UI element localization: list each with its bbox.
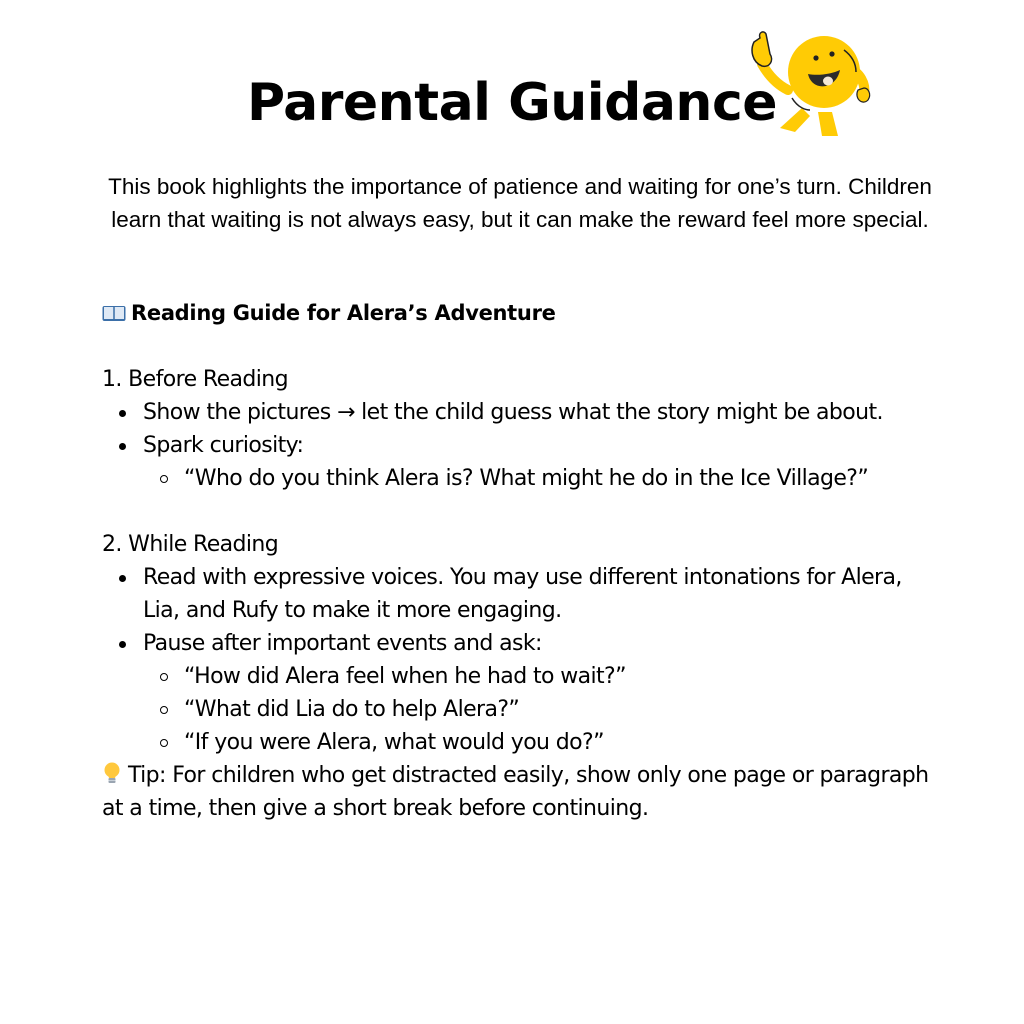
section-title-before-reading: 1. Before Reading [102, 367, 289, 392]
sub-list-item: “If you were Alera, what would you do?” [184, 726, 942, 759]
page-title: Parental Guidance [246, 73, 778, 133]
sub-list-item: “What did Lia do to help Alera?” [184, 693, 942, 726]
while-reading-list [102, 561, 942, 759]
list-item-text: Spark curiosity: [143, 433, 304, 458]
open-book-icon [102, 304, 126, 322]
list-item-text: Show the pictures → let the child guess what the story might be about. [143, 400, 883, 425]
reading-guide-title: Reading Guide for Alera’s Adventure [131, 301, 556, 325]
list-item-text: Pause after important events and ask: [143, 631, 542, 656]
sub-list [143, 462, 942, 495]
before-reading-list [102, 396, 942, 495]
reading-guide-body [102, 363, 942, 825]
list-item [143, 627, 942, 759]
mascot-icon [740, 28, 880, 140]
sub-list [143, 660, 942, 759]
intro-paragraph: This book highlights the importance of patience and waiting for one’s turn. Children learn that waiting is not always easy, but it can make the reward feel more special. [108, 174, 932, 232]
sub-list-item: “Who do you think Alera is? What might he do in the Ice Village?” [184, 462, 942, 495]
tip-text: Tip: For children who get distracted easily, show only one page or paragraph at a time, then give a short break before continuing. [102, 763, 929, 821]
sub-list-item: “How did Alera feel when he had to wait?” [184, 660, 942, 693]
section-title-while-reading: 2. While Reading [102, 532, 279, 557]
light-bulb-icon [102, 762, 122, 786]
list-item [143, 396, 942, 429]
reading-guide-heading [102, 296, 556, 330]
list-item [143, 561, 942, 627]
list-item [143, 429, 942, 495]
tip-paragraph [102, 759, 942, 825]
list-item-text: Read with expressive voices. You may use different intonations for Alera, Lia, and Rufy to make it more engaging. [143, 565, 902, 623]
